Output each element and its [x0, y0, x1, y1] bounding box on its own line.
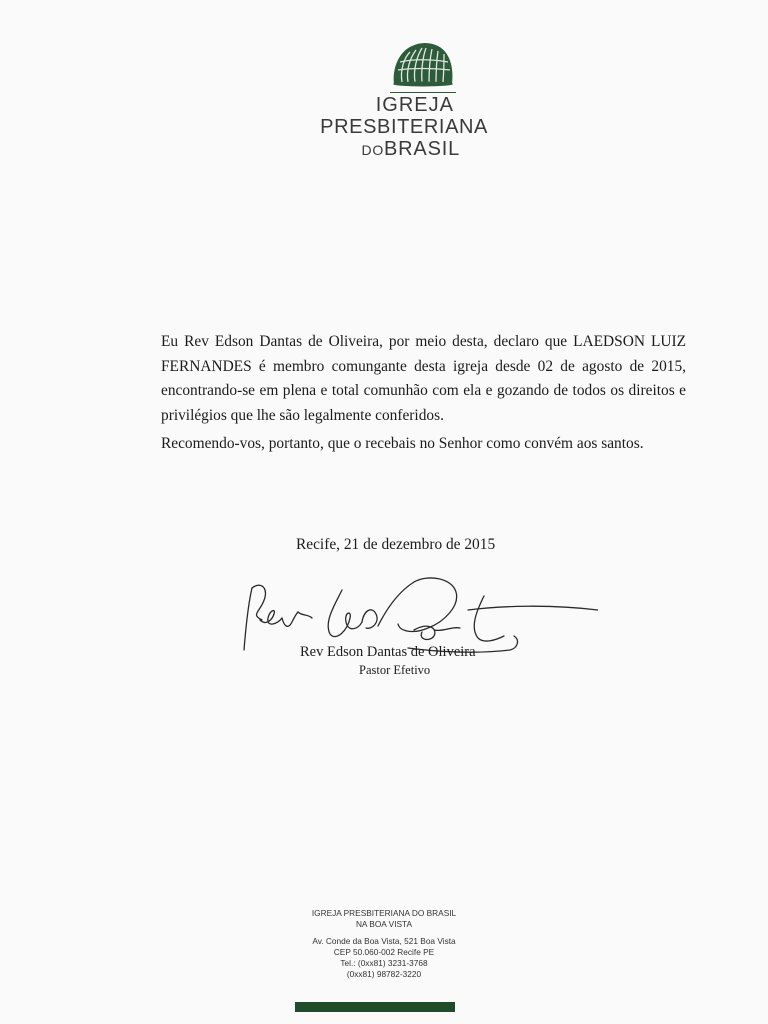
footer-green-bar [295, 1002, 455, 1012]
logo-line-2: PRESBITERIANA [320, 116, 488, 138]
letter-paragraph-2: Recomendo-vos, portanto, que o recebais no Senhor como convém aos santos. [161, 435, 644, 452]
footer-line-3: Av. Conde da Boa Vista, 521 Boa Vista [312, 936, 456, 946]
signer-role: Pastor Efetivo [359, 663, 431, 677]
letter-paragraph-1: Eu Rev Edson Dantas de Oliveira, por meio desta, declaro que LAEDSON LUIZ FERNANDES é membro comungante desta igreja desde 02 de agosto de 2015, encontrando-se em plena e total comunhão com ela e gozando de todos os direitos e privilégios que lhe são legalmente conferidos. [161, 333, 686, 424]
letter-body [161, 330, 686, 457]
letterhead-footer [284, 908, 484, 980]
letter-date: Recife, 21 de dezembro de 2015 [296, 536, 496, 553]
footer-line-6: (0xx81) 98782-3220 [346, 969, 422, 979]
footer-line-1: IGREJA PRESBITERIANA DO BRASIL [311, 908, 457, 918]
footer-line-2: NA BOA VISTA [355, 919, 413, 929]
footer-line-4: CEP 50.060-002 Recife PE [333, 947, 435, 957]
logo-emblem-icon [390, 40, 456, 88]
logo-divider [390, 92, 456, 93]
logo-line-3 [292, 138, 488, 161]
logo-line-3-large: BRASIL [384, 138, 460, 160]
logo-line-3-small: DO [361, 142, 385, 158]
logo-line-1: IGREJA [375, 94, 454, 116]
logo-wordmark [292, 94, 488, 161]
footer-line-5: Tel.: (0xx81) 3231-3768 [340, 958, 428, 968]
signer-name: Rev Edson Dantas de Oliveira [300, 644, 476, 660]
